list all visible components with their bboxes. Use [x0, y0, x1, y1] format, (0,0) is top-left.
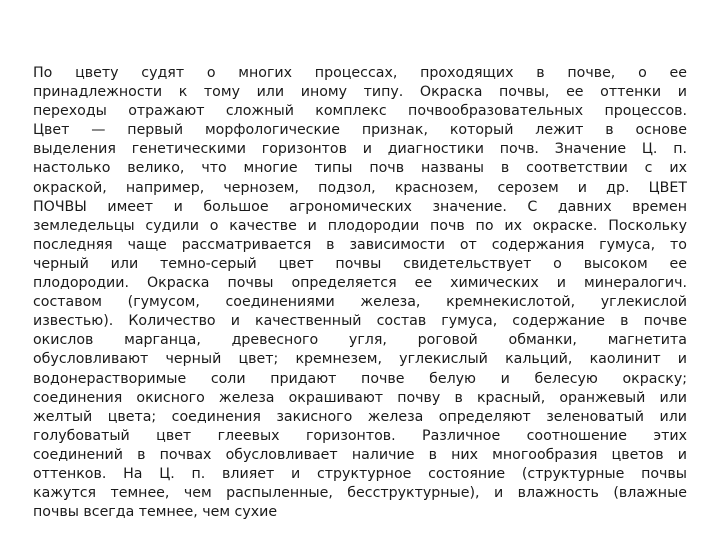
- paragraph-line: голубоватый цвет глеевых горизонтов. Различное соотношение этих: [33, 427, 687, 444]
- paragraph-line: почвы всегда темнее, чем сухие: [33, 504, 278, 521]
- paragraph-line: земледельцы судили о качестве и плодородии почв по их окраске. Поскольку: [33, 217, 687, 234]
- paragraph-line: выделения генетическими горизонтов и диагностики почв. Значение Ц. п.: [33, 141, 687, 158]
- paragraph-line: соединений в почвах обусловливает наличие в них многообразия цветов и: [33, 446, 687, 463]
- paragraph-line: плодородии. Окраска почвы определяется ее химических и минералогич.: [33, 275, 687, 292]
- paragraph-line: оттенков. На Ц. п. влияет и структурное состояние (структурные почвы: [33, 465, 687, 482]
- paragraph-line: составом (гумусом, соединениями железа, кремнекислотой, углекислой: [33, 294, 687, 311]
- paragraph-line: кажутся темнее, чем распыленные, бесструктурные), и влажность (влажные: [33, 485, 687, 502]
- document-paragraph: [33, 64, 687, 522]
- paragraph-line: желтый цвета; соединения закисного железа определяют зеленоватый или: [33, 408, 687, 425]
- paragraph-line: принадлежности к тому или иному типу. Окраска почвы, ее оттенки и: [33, 84, 687, 101]
- paragraph-line: черный или темно-серый цвет почвы свидетельствует о высоком ее: [33, 255, 687, 272]
- paragraph-line: известью). Количество и качественный состав гумуса, содержание в почве: [33, 313, 687, 330]
- paragraph-line: окраской, например, чернозем, подзол, краснозем, серозем и др. ЦВЕТ: [33, 179, 687, 196]
- paragraph-line: обусловливают черный цвет; кремнезем, углекислый кальций, каолинит и: [33, 351, 687, 368]
- paragraph-line: последняя чаще рассматривается в зависимости от содержания гумуса, то: [33, 236, 687, 253]
- paragraph-line: По цвету судят о многих процессах, проходящих в почве, о ее: [33, 65, 687, 81]
- paragraph-line: ПОЧВЫ имеет и большое агрономических значение. С давних времен: [33, 198, 687, 215]
- paragraph-line: соединения окисного железа окрашивают почву в красный, оранжевый или: [33, 389, 687, 406]
- paragraph-line: настолько велико, что многие типы почв названы в соответствии с их: [33, 160, 687, 177]
- paragraph-line: водонерастворимые соли придают почве белую и белесую окраску;: [33, 370, 687, 387]
- paragraph-line: Цвет — первый морфологические признак, который лежит в основе: [33, 122, 687, 139]
- paragraph-line: окислов марганца, древесного угля, роговой обманки, магнетита: [33, 332, 687, 349]
- paragraph-line: переходы отражают сложный комплекс почвообразовательных процессов.: [33, 103, 687, 120]
